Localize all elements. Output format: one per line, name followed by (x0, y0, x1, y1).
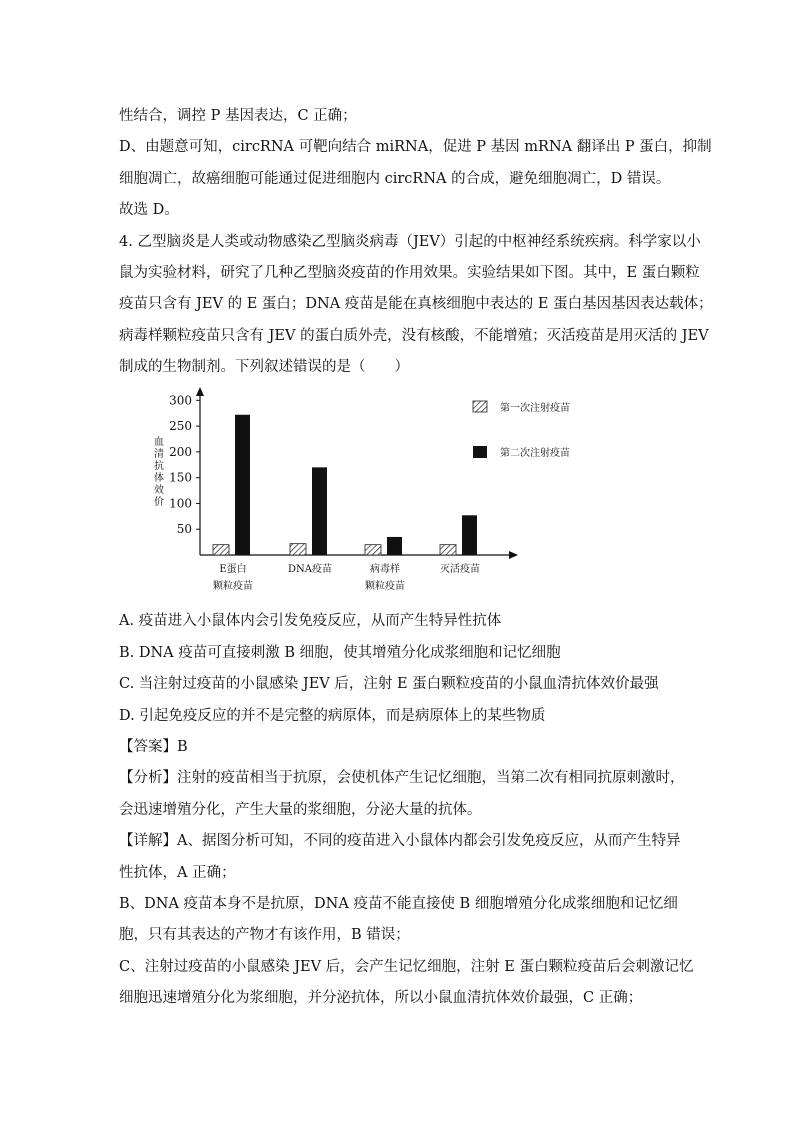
legend-label-first: 第一次注射疫苗 (500, 403, 570, 414)
explanation-line: 【答案】B (119, 739, 188, 755)
text-line: 4. 乙型脑炎是人类或动物感染乙型脑炎病毒（JEV）引起的中枢神经系统疾病。科学家以小 (119, 233, 701, 250)
explanation-line: 【详解】A、据图分析可知，不同的疫苗进入小鼠体内都会引发免疫反应，从而产生特异 (119, 833, 681, 850)
option-line: D. 引起免疫反应的并不是完整的病原体，而是病原体上的某些物质 (119, 707, 546, 724)
bar-first-injection (213, 545, 229, 555)
text-line: 制成的生物制剂。下列叙述错误的是（ ） (119, 359, 409, 376)
y-axis-label-char: 血 (154, 437, 164, 448)
explanation-line: 细胞迅速增殖分化为浆细胞，并分泌抗体，所以小鼠血清抗体效价最强，C 正确； (119, 990, 643, 1007)
y-axis-label-char: 清 (154, 449, 164, 460)
bar-chart (140, 385, 570, 600)
y-axis-label-char: 抗 (154, 461, 164, 472)
option-line: A. 疫苗进入小鼠体内会引发免疫反应，从而产生特异性抗体 (119, 613, 502, 629)
bar-second-injection (235, 415, 250, 555)
y-tick-label: 150 (169, 470, 192, 485)
bar-first-injection (440, 545, 456, 555)
antibody-titer-chart (140, 385, 570, 600)
text-line: 病毒样颗粒疫苗只含有 JEV 的蛋白质外壳，没有核酸，不能增殖；灭活疫苗是用灭活的 JEV (119, 327, 709, 344)
explanation-line: 会迅速增殖分化，产生大量的浆细胞，分泌大量的抗体。 (119, 801, 482, 818)
y-axis-label-char: 价 (154, 497, 164, 508)
option-line: C. 当注射过疫苗的小鼠感染 JEV 后，注射 E 蛋白颗粒疫苗的小鼠血清抗体效价最强 (119, 676, 659, 692)
x-axis-arrow (509, 551, 518, 559)
legend-swatch-second (473, 446, 487, 458)
text-line: 性结合，调控 P 基因表达，C 正确； (119, 108, 357, 124)
text-line: 鼠为实验材料，研究了几种乙型脑炎疫苗的作用效果。实验结果如下图。其中，E 蛋白颗粒 (119, 265, 700, 281)
category-label: E蛋白 (219, 564, 247, 575)
text-line: D、由题意可知，circRNA 可靶向结合 miRNA，促进 P 基因 mRNA 翻译出 P 蛋白，抑制 (119, 139, 712, 156)
explanation-line: 性抗体，A 正确； (119, 864, 236, 881)
y-tick-label: 100 (169, 496, 192, 511)
bar-first-injection (365, 545, 381, 555)
y-axis-label (154, 436, 164, 508)
y-tick-label: 50 (176, 522, 192, 537)
y-axis-label-char: 体 (154, 473, 164, 484)
category-label: 病毒样 (370, 564, 400, 575)
y-axis-arrow (196, 387, 204, 396)
y-axis-label-char: 效 (154, 485, 164, 496)
bar-second-injection (387, 537, 402, 555)
explanation-line: 【分析】注射的疫苗相当于抗原，会使机体产生记忆细胞，当第二次有相同抗原刺激时， (119, 770, 685, 787)
category-label: 颗粒疫苗 (365, 581, 405, 592)
bar-second-injection (462, 515, 477, 555)
legend-swatch-first (473, 401, 487, 412)
text-line: 故选 D。 (119, 202, 179, 219)
category-label: 灭活疫苗 (440, 564, 480, 575)
text-line: 疫苗只含有 JEV 的 E 蛋白；DNA 疫苗是能在真核细胞中表达的 E 蛋白基因基因表达载体； (119, 296, 713, 313)
category-label: 颗粒疫苗 (213, 581, 253, 592)
y-tick-label: 300 (169, 393, 192, 408)
text-line: 细胞凋亡，故癌细胞可能通过促进细胞内 circRNA 的合成，避免细胞凋亡，D 错误。 (119, 170, 671, 187)
explanation-line: B、DNA 疫苗本身不是抗原，DNA 疫苗不能直接使 B 细胞增殖分化成浆细胞和记忆细 (119, 896, 678, 912)
y-tick-label: 200 (169, 444, 192, 459)
category-label: DNA疫苗 (288, 564, 332, 575)
bar-second-injection (312, 467, 327, 555)
bar-first-injection (290, 544, 306, 555)
legend-label-second: 第二次注射疫苗 (500, 448, 570, 459)
y-tick-label: 250 (169, 419, 192, 434)
explanation-line: C、注射过疫苗的小鼠感染 JEV 后，会产生记忆细胞，注射 E 蛋白颗粒疫苗后会刺激记忆 (119, 958, 694, 975)
option-line: B. DNA 疫苗可直接刺激 B 细胞，使其增殖分化成浆细胞和记忆细胞 (119, 644, 561, 661)
explanation-line: 胞，只有其表达的产物才有该作用，B 错误； (119, 927, 410, 944)
